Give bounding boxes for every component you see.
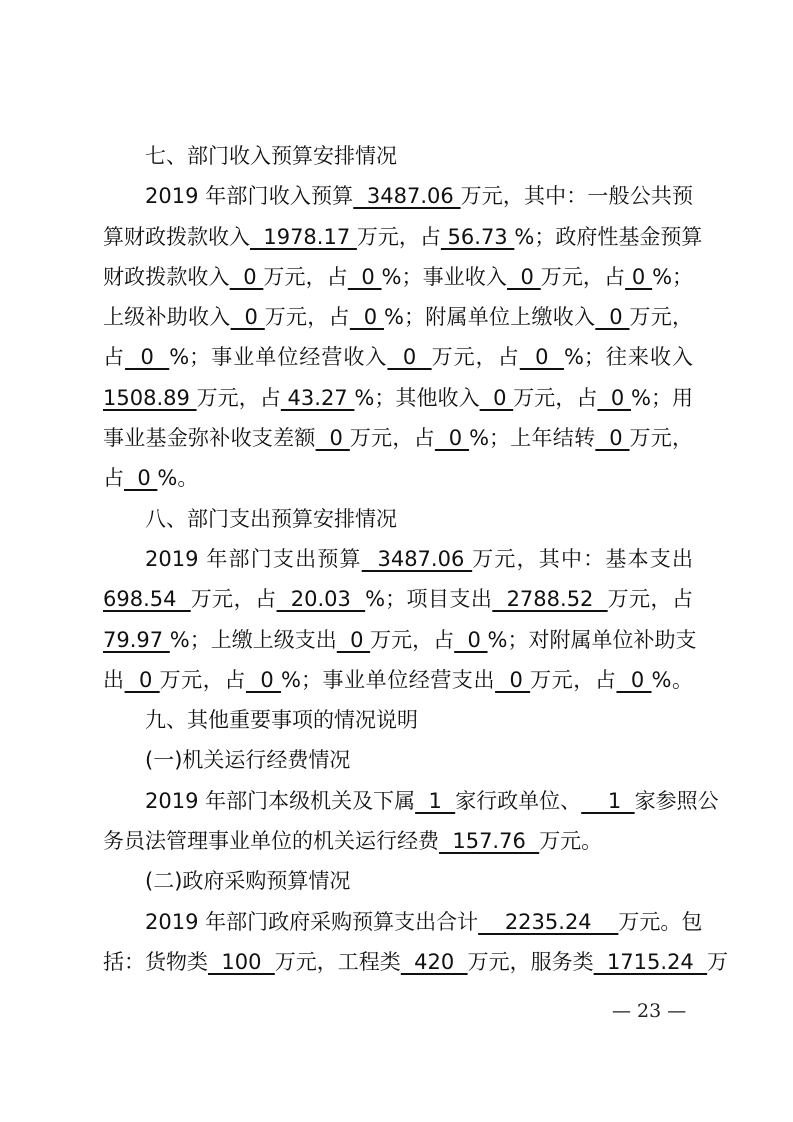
- text-line: [103, 579, 693, 619]
- filled-value: 0: [597, 385, 631, 410]
- text-line: [103, 902, 703, 942]
- text-segment: 万元，占: [356, 224, 441, 249]
- text-segment: 上级补助收入: [103, 305, 231, 330]
- text-segment: 万元，其中：基本支出: [472, 546, 693, 571]
- section-heading-income: 七、部门收入预算安排情况: [145, 144, 397, 168]
- text-line: [103, 660, 693, 700]
- text-segment: 2019 年部门收入预算: [145, 184, 354, 209]
- text-segment: 万元，工程类: [274, 949, 401, 974]
- text-line: [103, 337, 693, 377]
- text-segment: 万元。包: [618, 909, 703, 934]
- filled-value: 0: [434, 426, 470, 451]
- filled-value: 0: [125, 345, 170, 370]
- text-segment: 万元，占: [607, 587, 693, 612]
- text-line: [103, 257, 693, 297]
- document-body: [103, 136, 729, 982]
- filled-value: 0: [595, 426, 630, 451]
- filled-value: 20.03: [276, 587, 366, 612]
- filled-value: 1508.89: [103, 385, 197, 410]
- filled-value: 0: [454, 627, 488, 652]
- filled-value: 79.97: [103, 627, 170, 652]
- text-segment: 2019 年部门政府采购预算支出合计: [145, 909, 479, 934]
- text-segment: 万元，占: [264, 305, 350, 330]
- filled-value: 698.54: [103, 587, 191, 612]
- text-segment: 万元，占: [513, 385, 598, 410]
- text-segment: 括：货物类: [103, 949, 208, 974]
- text-segment: 事业基金弥补收支差额: [103, 426, 316, 451]
- text-segment: 占: [103, 345, 126, 370]
- filled-value: 0: [315, 426, 350, 451]
- text-line: [103, 539, 693, 579]
- text-segment: 家行政单位、: [455, 788, 582, 813]
- filled-value: 0: [347, 264, 382, 289]
- text-segment: %；其他收入: [354, 385, 480, 410]
- subsection-heading-procurement: (二)政府采购预算情况: [145, 869, 351, 894]
- filled-value: 1715.24: [593, 949, 708, 974]
- text-segment: 2019 年部门支出预算: [145, 546, 362, 571]
- text-segment: 万元，: [629, 426, 694, 451]
- text-segment: 万: [707, 949, 729, 974]
- text-segment: %。: [157, 466, 199, 491]
- text-line: [103, 620, 697, 660]
- filled-value: 100: [208, 949, 275, 974]
- section-heading-expenditure: 八、部门支出预算安排情况: [145, 506, 397, 531]
- filled-value: 0: [230, 305, 265, 330]
- text-segment: %；往来收入: [563, 345, 694, 370]
- text-segment: 万元，其中：一般公共预: [460, 184, 693, 209]
- text-segment: %；事业单位经营收入: [169, 345, 388, 370]
- filled-value: 0: [124, 667, 160, 692]
- text-segment: 万元，: [629, 305, 694, 330]
- filled-value: 43.27: [280, 385, 355, 410]
- filled-value: 1978.17: [250, 224, 357, 249]
- text-segment: %；政府性基金预算: [514, 224, 703, 249]
- filled-value: 1: [415, 788, 456, 813]
- filled-value: 0: [387, 345, 432, 370]
- text-line: [103, 176, 693, 216]
- section-heading-other-matters: 九、其他重要事项的情况说明: [145, 708, 418, 733]
- text-line: [103, 781, 719, 821]
- filled-value: 3487.06: [361, 546, 473, 571]
- filled-value: 0: [229, 264, 264, 289]
- filled-value: 56.73: [440, 224, 515, 249]
- filled-value: 0: [616, 667, 652, 692]
- text-line: [103, 418, 693, 458]
- filled-value: 3487.06: [353, 184, 461, 209]
- text-segment: 万元，占: [349, 426, 435, 451]
- text-segment: %；用: [631, 385, 694, 410]
- text-segment: 财政拨款收入: [103, 264, 230, 289]
- text-segment: 万元，占: [370, 627, 455, 652]
- text-segment: %；附属单位上缴收入: [384, 305, 596, 330]
- text-segment: 万元，占: [159, 667, 246, 692]
- text-segment: %。: [651, 667, 694, 692]
- filled-value: 0: [519, 345, 564, 370]
- filled-value: 0: [495, 667, 531, 692]
- filled-value: 0: [625, 264, 653, 289]
- text-segment: %；上缴上级支出: [169, 627, 337, 652]
- text-segment: 务员法管理事业单位的机关运行经费: [103, 829, 439, 854]
- filled-value: 0: [336, 627, 371, 652]
- text-segment: 万元，占: [540, 264, 626, 289]
- filled-value: 0: [595, 305, 630, 330]
- text-segment: 家参照公: [634, 788, 719, 813]
- text-segment: %；上年结转: [469, 426, 596, 451]
- text-segment: 万元，占: [431, 345, 520, 370]
- text-segment: %；项目支出: [365, 587, 493, 612]
- text-segment: 占: [103, 466, 124, 491]
- text-segment: 2019 年部门本级机关及下属: [145, 788, 416, 813]
- filled-value: 1: [581, 788, 635, 813]
- filled-value: 0: [124, 466, 158, 491]
- text-line: [103, 821, 693, 861]
- text-segment: 算财政拨款收入: [103, 224, 250, 249]
- text-segment: 万元，占: [263, 264, 348, 289]
- text-segment: %；对附属单位补助支: [487, 627, 697, 652]
- text-segment: 出: [103, 667, 125, 692]
- filled-value: 0: [507, 264, 541, 289]
- page-number: — 23 —: [612, 1000, 687, 1022]
- text-line: [103, 217, 703, 257]
- filled-value: 0: [479, 385, 514, 410]
- text-segment: 万元。: [539, 829, 603, 854]
- filled-value: 420: [400, 949, 468, 974]
- text-segment: 万元，占: [530, 667, 617, 692]
- filled-value: 157.76: [439, 829, 540, 854]
- text-segment: 万元，服务类: [467, 949, 594, 974]
- text-segment: %；事业单位经营支出: [281, 667, 496, 692]
- text-segment: %；: [652, 264, 694, 289]
- filled-value: 2235.24: [478, 909, 619, 934]
- text-line: [103, 378, 693, 418]
- filled-value: 0: [245, 667, 282, 692]
- filled-value: 2788.52: [492, 587, 608, 612]
- filled-value: 0: [349, 305, 385, 330]
- subsection-heading-operating-costs: (一)机关运行经费情况: [145, 748, 351, 773]
- text-line: [103, 458, 693, 498]
- text-line: [103, 297, 693, 337]
- text-segment: 万元，占: [196, 385, 281, 410]
- text-line: [103, 942, 729, 982]
- text-segment: %；事业收入: [381, 264, 507, 289]
- text-segment: 万元，占: [190, 587, 277, 612]
